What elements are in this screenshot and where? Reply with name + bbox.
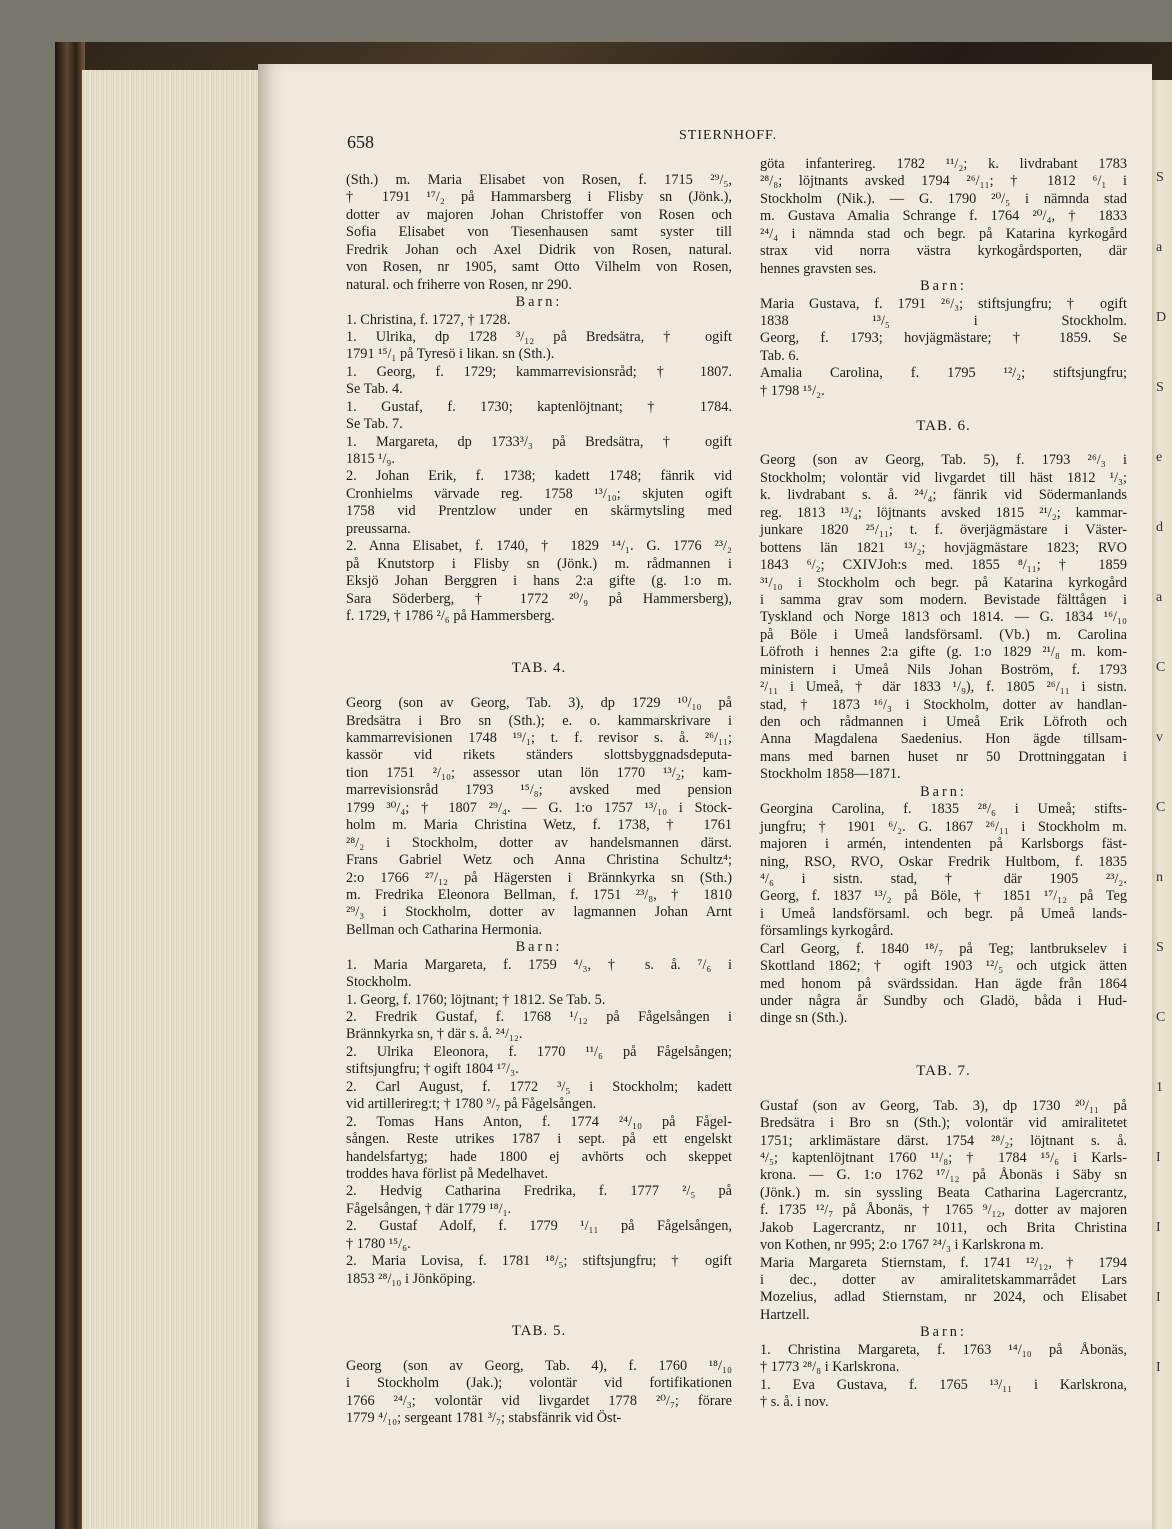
text-line	[346, 643, 732, 660]
text-line: med honom på svärdssidan. Han ägde från 1864	[760, 975, 1127, 992]
text-line: † 1798 ¹⁵/₂.	[760, 382, 825, 399]
text-line: (Sth.) m. Maria Elisabet von Rosen, f. 1715 ²⁹/₅,	[346, 172, 732, 188]
text-line: Georg, f. 1793; hovjägmästare; † 1859. Se	[760, 330, 1127, 347]
text-line: Carl Georg, f. 1840 ¹⁸/₇ på Teg; lantbrukselev i	[760, 940, 1127, 957]
running-head: STIERNHOFF.	[679, 128, 778, 143]
text-line: Georgina Carolina, f. 1835 ²⁸/₆ i Umeå; stifts-	[760, 801, 1127, 818]
text-line: Fågelsången, † där 1779 ¹⁸/₁.	[346, 1200, 512, 1217]
text-line: Frans Gabriel Wetz och Anna Christina Schultz⁴;	[346, 852, 732, 869]
text-line: 2. Johan Erik, f. 1738; kadett 1748; fänrik vid	[346, 468, 732, 485]
section-heading: TAB. 7.	[916, 1062, 971, 1079]
text-line: 2. Gustaf Adolf, f. 1779 ¹/₁₁ på Fågelsången,	[346, 1218, 732, 1235]
text-line: f. 1735 ¹²/₇ på Åbonäs, † 1765 ⁹/₁₂, dotter av majoren	[760, 1202, 1127, 1219]
next-page-fragment: 1	[1156, 1080, 1163, 1095]
text-line: Mozelius, adlad Stiernstam, nr 2024, och Elisabet	[760, 1289, 1127, 1306]
text-line: mans med barnen huset nr 50 Drottninggatan i	[760, 748, 1127, 765]
text-line	[346, 625, 732, 642]
page-stack	[82, 70, 262, 1529]
text-line: Stockholm.	[346, 974, 412, 991]
text-line: Stockholm 1858—1871.	[760, 766, 901, 783]
text-line: von Rosen, nr 1905, samt Otto Vilhelm von Rosen,	[346, 259, 732, 276]
text-line: preussarna.	[346, 520, 411, 537]
text-line: 1. Maria Margareta, f. 1759 ⁴/₃, † s. å. ⁷/₆ i	[346, 956, 732, 973]
next-page-fragment: I	[1156, 1220, 1161, 1235]
text-line: jungfru; † 1901 ⁶/₂. G. 1867 ²⁶/₁₁ i Stockholm m.	[760, 818, 1127, 835]
text-line: 2. Hedvig Catharina Fredrika, f. 1777 ²/₅ på	[346, 1183, 732, 1200]
text-line: ⁴/₆ i sistn. stad, † där 1905 ²³/₂.	[760, 870, 1127, 887]
text-line: stad, † 1873 ¹⁶/₃ i Stockholm, dotter av handlan-	[760, 696, 1127, 713]
text-line: Cronhielms värvade reg. 1758 ¹³/₁₀; skjuten ogift	[346, 485, 732, 502]
text-line: Fredrik Johan och Axel Didrik von Rosen, natural.	[346, 241, 732, 258]
text-line: 2. Tomas Hans Anton, f. 1774 ²⁴/₁₀ på Fågel-	[346, 1113, 732, 1130]
text-line: Stockholm; volontär vid livgardet till häst 1812 ¹/₃;	[760, 469, 1127, 486]
text-line: ²⁸/₂ i Stockholm, dotter av handelsmannen därst.	[346, 834, 732, 851]
text-line: Se Tab. 4.	[346, 381, 403, 398]
text-line: ministern i Umeå Nils Johan Boström, f. 1793	[760, 661, 1127, 678]
text-line: Sofia Elisabet von Tiesenhausen samt syster till	[346, 224, 732, 241]
text-line: majoren i armén, intendenten på Karlsborgs fäst-	[760, 836, 1127, 853]
section-heading: TAB. 5.	[511, 1322, 567, 1339]
children-heading: Barn:	[920, 278, 967, 295]
text-line: ³¹/₁₀ i Stockholm och begr. på Katarina kyrkogård	[760, 574, 1127, 591]
text-line: kammarrevisionen 1748 ¹⁹/₁; t. f. revisor s. å. ²⁶/₁₁;	[346, 730, 732, 746]
text-line: 1758 vid Prentzlow under en skärmytsling med	[346, 503, 732, 520]
text-line: i samma grav som modern. Bevistade fälttågen i	[760, 591, 1127, 608]
book-spine-edge	[55, 42, 85, 1529]
text-line: 1. Gustaf, f. 1730; kaptenlöjtnant; † 1784.	[346, 398, 732, 415]
section-heading: TAB. 4.	[511, 660, 567, 677]
text-line: k. livdrabant s. å. ²⁴/₄; fänrik vid Södermanlands	[760, 487, 1127, 504]
text-line: Amalia Carolina, f. 1795 ¹²/₂; stiftsjungfru;	[760, 365, 1127, 382]
text-line: 2:o 1766 ²⁷/₁₂ på Hägersten i Brännkyrka sn (Sth.)	[346, 869, 732, 886]
text-line: 1751; arklimästare därst. 1754 ²⁸/₂; löjtnant s. å.	[760, 1132, 1127, 1149]
text-line: handelsfartyg; hade 1800 ej avhörts och skeppet	[346, 1148, 732, 1165]
text-line: m. Gustava Amalia Schrange f. 1764 ²⁰/₄, † 1833	[760, 208, 1127, 225]
text-line: m. Fredrika Eleonora Bellman, f. 1751 ²³/₈, † 1810	[346, 886, 732, 903]
text-line	[346, 1305, 732, 1322]
text-line: 1. Georg, f. 1729; kammarrevisionsråd; † 1807.	[346, 363, 732, 380]
text-line	[760, 400, 1127, 417]
text-line: sången. Reste utrikes 1787 i sept. på ett engelskt	[346, 1131, 732, 1148]
next-page-fragment: d	[1156, 520, 1163, 535]
text-line: krona. — G. 1:o 1762 ¹⁷/₁₂ på Åbonäs i Säby sn	[760, 1167, 1127, 1184]
text-line: på Böle i Umeå landsförsaml. (Vb.) m. Carolina	[760, 626, 1127, 643]
text-line: stiftsjungfru; † ogift 1804 ¹⁷/₃.	[346, 1061, 519, 1078]
text-line: ning, RSO, RVO, Oskar Fredrik Hultbom, f. 1835	[760, 853, 1127, 870]
text-line: Maria Margareta Stiernstam, f. 1741 ¹²/₁₂, † 1794	[760, 1254, 1127, 1271]
text-line: (Jönk.) m. sin syssling Beata Catharina Lagercrantz,	[760, 1184, 1127, 1201]
text-line: Bellman och Catharina Hermonia.	[346, 921, 543, 938]
text-line: Bredsätra i Bro sn (Sth.); e. o. kammarskrivare i	[346, 712, 732, 729]
text-line: Se Tab. 7.	[346, 416, 403, 433]
text-line: 2. Anna Elisabet, f. 1740, † 1829 ¹⁴/₁. G. 1776 ²³/₂	[346, 538, 732, 555]
text-line: Tyskland och Norge 1813 och 1814. — G. 1834 ¹⁶/₁₀	[760, 609, 1127, 626]
text-line: † 1773 ²⁸/₈ i Karlskrona.	[760, 1359, 900, 1376]
next-page-fragment: e	[1156, 450, 1163, 465]
text-line: Georg (son av Georg, Tab. 3), dp 1729 ¹⁰/₁₀ på	[346, 695, 732, 712]
text-line: Anna Magdalena Saedenius. Hon ägde tillsam-	[760, 731, 1127, 748]
text-line: 1. Georg, f. 1760; löjtnant; † 1812. Se Tab. 5.	[346, 991, 606, 1008]
children-heading: Barn:	[920, 783, 967, 800]
children-heading: Barn:	[515, 939, 563, 956]
text-line	[346, 1288, 732, 1305]
right-column	[760, 156, 1127, 1412]
text-line: Stockholm (Nik.). — G. 1790 ²⁰/₅ i nämnda stad	[760, 190, 1127, 207]
page-number: 658	[347, 132, 374, 152]
text-line	[760, 1080, 1127, 1097]
text-line: 2. Maria Lovisa, f. 1781 ¹⁸/₅; stiftsjungfru; † ogift	[346, 1253, 732, 1270]
next-page-fragment: C	[1156, 800, 1166, 815]
text-line: 2. Carl August, f. 1772 ³/₅ i Stockholm; kadett	[346, 1078, 732, 1095]
text-line: strax vid norra västra kyrkogårdsporten, där	[760, 243, 1127, 260]
left-column	[346, 172, 732, 1428]
text-line: Gustaf (son av Georg, Tab. 3), dp 1730 ²⁰/₁₁ på	[760, 1097, 1127, 1114]
text-line	[760, 1028, 1127, 1045]
text-line: troddes hava förlist på Medelhavet.	[346, 1165, 549, 1182]
text-line: marrevisionsråd 1793 ¹⁵/₈; avsked med pension	[346, 782, 732, 799]
text-line	[346, 678, 732, 695]
text-line: Georg (son av Georg, Tab. 4), f. 1760 ¹⁸/₁₀	[346, 1357, 732, 1374]
text-line: 1838 ¹³/₅ i Stockholm.	[760, 312, 1127, 329]
text-line: bottens län 1821 ¹³/₂; hovjägmästare 1823; RVO	[760, 539, 1127, 556]
next-page-fragment: C	[1156, 660, 1166, 675]
text-line: göta infanterireg. 1782 ¹¹/₂; k. livdrabant 1783	[760, 156, 1127, 172]
next-page-fragment: I	[1156, 1360, 1161, 1375]
text-line: ²⁹/₃ i Stockholm, dotter av lagmannen Johan Arnt	[346, 904, 732, 921]
text-line: Tab. 6.	[760, 347, 800, 364]
text-line: Eksjö Johan Berggren i hans 2:a gifte (g. 1:o m.	[346, 573, 732, 590]
text-line: von Kothen, nr 995; 2:o 1767 ²⁴/₃ i Karlskrona m.	[760, 1237, 1044, 1254]
text-line: Skottland 1862; † ogift 1903 ¹²/₅ och utgick ätten	[760, 958, 1127, 975]
text-line: † s. å. i nov.	[760, 1394, 829, 1411]
next-page-fragment: v	[1156, 730, 1163, 745]
text-line: ²/₁₁ i Umeå, † där 1833 ¹/₉), f. 1805 ²⁶/₁₁ i sistn.	[760, 679, 1127, 696]
text-line: Bredsätra i Bro sn (Sth.); volontär vid amiralitetet	[760, 1115, 1127, 1132]
text-line: 1779 ⁴/₁₀; sergeant 1781 ³/₇; stabsfänrik vid Öst-	[346, 1410, 622, 1427]
text-line: på Knutstorp i Flisby sn (Jönk.) m. rådmannen i	[346, 555, 732, 572]
text-line: 1. Christina Margareta, f. 1763 ¹⁴/₁₀ på Åbonäs,	[760, 1341, 1127, 1358]
text-line: 2. Ulrika Eleonora, f. 1770 ¹¹/₆ på Fågelsången;	[346, 1043, 732, 1060]
text-line: 1. Margareta, dp 1733³/₃ på Bredsätra, † ogift	[346, 433, 732, 450]
next-page-fragment: a	[1156, 240, 1163, 255]
text-line: junkare 1820 ²⁵/₁₁; t. f. överjägmästare i Väster-	[760, 522, 1127, 539]
text-line: 1815 ¹/₉.	[346, 451, 395, 467]
text-line: † 1780 ¹⁵/₆.	[346, 1235, 411, 1252]
text-line	[760, 435, 1127, 452]
text-line: reg. 1813 ¹³/₄; löjtnants avsked 1815 ²¹/₂; kammar-	[760, 504, 1127, 521]
section-heading: TAB. 6.	[916, 417, 971, 434]
text-line: Georg, f. 1837 ¹³/₂ på Böle, † 1851 ¹⁷/₁₂ på Teg	[760, 888, 1127, 905]
text-line: under några år Sundby och Gladö, båda i Hud-	[760, 993, 1127, 1009]
next-page-fragment: C	[1156, 1010, 1166, 1025]
next-page-fragment: I	[1156, 1290, 1161, 1305]
text-line: dinge sn (Sth.).	[760, 1010, 848, 1027]
children-heading: Barn:	[515, 294, 563, 311]
text-line: Maria Gustava, f. 1791 ²⁶/₃; stiftsjungfru; † ogift	[760, 295, 1127, 312]
text-line: natural. och friherre von Rosen, nr 290.	[346, 276, 572, 293]
text-line: 1799 ³⁰/₄; † 1807 ²⁹/₄. — G. 1:o 1757 ¹³/₁₀ i Stock-	[346, 799, 732, 816]
text-line: ²⁸/₈; löjtnants avsked 1794 ²⁶/₁₁; † 1812 ⁶/₁ i	[760, 173, 1127, 190]
text-line: i dec., dotter av amiralitetskammarrådet Lars	[760, 1272, 1127, 1288]
text-line: Brännkyrka sn, † där s. å. ²⁴/₁₂.	[346, 1026, 523, 1043]
next-page-edge	[1150, 80, 1172, 1529]
text-line: ²⁴/₄ i nämnda stad och begr. på Katarina kyrkogård	[760, 225, 1127, 242]
text-line: tion 1751 ²/₁₀; assessor utan lön 1770 ¹³/₂; kam-	[346, 764, 732, 781]
text-line: hennes gravsten ses.	[760, 260, 877, 277]
text-line: 1766 ²⁴/₃; volontär vid livgardet 1778 ²⁰/₇; förare	[346, 1392, 732, 1409]
text-line: i Stockholm (Jak.); volontär vid fortifikationen	[346, 1375, 732, 1392]
text-line: 1. Christina, f. 1727, † 1728.	[346, 311, 511, 328]
text-line	[760, 1045, 1127, 1062]
text-line: 2. Fredrik Gustaf, f. 1768 ¹/₁₂ på Fågelsången i	[346, 1009, 732, 1025]
next-page-fragment: S	[1156, 380, 1164, 395]
text-line: 1843 ⁶/₂; CXIVJoh:s med. 1855 ⁸/₁₁; † 1859	[760, 557, 1127, 574]
text-line: vid artillerireg:t; † 1780 ⁹/₇ på Fågelsången.	[346, 1096, 597, 1113]
next-page-fragment: I	[1156, 1150, 1161, 1165]
text-line: den och rådmannen i Umeå Erik Löfroth och	[760, 714, 1127, 730]
text-line: Jakob Lagercrantz, nr 1011, och Brita Christina	[760, 1219, 1127, 1236]
text-line: församlings kyrkogård.	[760, 923, 894, 940]
text-line: f. 1729, † 1786 ²/₆ på Hammersberg.	[346, 607, 555, 624]
text-line: dotter av majoren Johan Christoffer von Rosen och	[346, 206, 732, 223]
children-heading: Barn:	[920, 1324, 967, 1341]
next-page-fragment: S	[1156, 940, 1164, 955]
text-line: 1. Ulrika, dp 1728 ³/₁₂ på Bredsätra, † ogift	[346, 328, 732, 345]
next-page-fragment: a	[1156, 590, 1163, 605]
text-line: i Umeå landsförsaml. och begr. på Umeå lands-	[760, 905, 1127, 922]
text-line: holm m. Maria Christina Wetz, f. 1738, † 1761	[346, 817, 732, 834]
text-line: Sara Söderberg, † 1772 ²⁰/₉ på Hammersberg),	[346, 590, 732, 607]
text-line: ⁴/₅; kaptenlöjtnant 1760 ¹¹/₈; † 1784 ¹⁵/₆ i Karls-	[760, 1149, 1127, 1166]
text-line: 1853 ²⁸/₁₀ i Jönköping.	[346, 1270, 476, 1287]
next-page-fragment: D	[1156, 310, 1167, 325]
next-page-fragment: n	[1156, 870, 1163, 885]
text-line: † 1791 ¹⁷/₂ på Hammarsberg i Flisby sn (Jönk.),	[346, 189, 732, 206]
next-page-fragment: S	[1156, 170, 1164, 185]
text-line: 1. Eva Gustava, f. 1765 ¹³/₁₁ i Karlskrona,	[760, 1376, 1127, 1393]
text-line: Georg (son av Georg, Tab. 5), f. 1793 ²⁶/₃ i	[760, 452, 1127, 469]
text-line: Löfroth i hennes 2:a gifte (g. 1:o 1829 ²¹/₈ m. kom-	[760, 644, 1127, 661]
text-line: 1791 ¹⁵/₁ på Tyresö i likan. sn (Sth.).	[346, 346, 555, 363]
text-line: Hartzell.	[760, 1306, 810, 1323]
text-line	[346, 1340, 732, 1357]
text-line: kassör vid rikets ständers slottsbyggnadsdeputa-	[346, 747, 732, 764]
